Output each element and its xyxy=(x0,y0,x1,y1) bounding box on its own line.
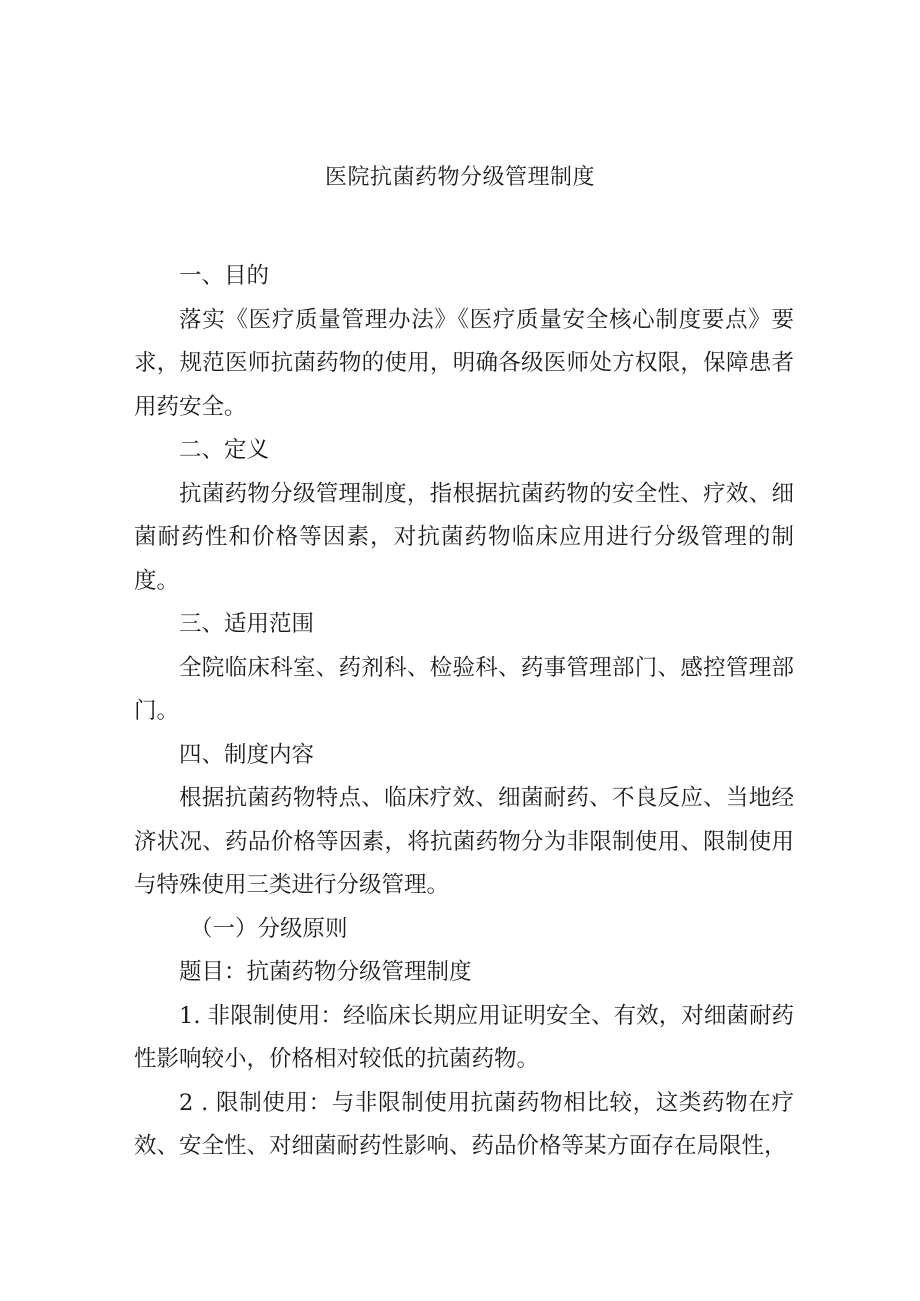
section-heading-definition: 二、定义 xyxy=(179,437,270,463)
paragraph-purpose: 落实《医疗质量管理办法》《医疗质量安全核心制度要点》要求，规范医师抗菌药物的使用，明确各级医师处方权限，保障患者用药安全。 xyxy=(134,306,794,420)
section-heading-purpose: 一、目的 xyxy=(179,263,270,289)
paragraph-topic: 题目：抗菌药物分级管理制度 xyxy=(179,959,472,985)
document-title: 医院抗菌药物分级管理制度 xyxy=(324,165,595,190)
paragraph-item-1: 1. 非限制使用：经临床长期应用证明安全、有效，对细菌耐药性影响较小，价格相对较低的抗菌药物。 xyxy=(134,1002,794,1072)
paragraph-content: 根据抗菌药物特点、临床疗效、细菌耐药、不良反应、当地经济状况、药品价格等因素，将抗菌药物分为非限制使用、限制使用与特殊使用三类进行分级管理。 xyxy=(134,785,794,898)
paragraph-scope: 全院临床科室、药剂科、检验科、药事管理部门、感控管理部门。 xyxy=(134,654,794,724)
document-body xyxy=(134,255,794,1169)
paragraph-definition: 抗菌药物分级管理制度，指根据抗菌药物的安全性、疗效、细菌耐药性和价格等因素，对抗菌药物临床应用进行分级管理的制度。 xyxy=(134,480,794,594)
section-heading-content: 四、制度内容 xyxy=(179,741,315,768)
paragraph-item-2: 2 . 限制使用：与非限制使用抗菌药物相比较，这类药物在疗效、安全性、对细菌耐药性影响、药品价格等某方面存在局限性， xyxy=(134,1089,794,1159)
section-heading-scope: 三、适用范围 xyxy=(179,611,315,637)
subsection-heading-principles: （一）分级原则 xyxy=(190,915,348,942)
